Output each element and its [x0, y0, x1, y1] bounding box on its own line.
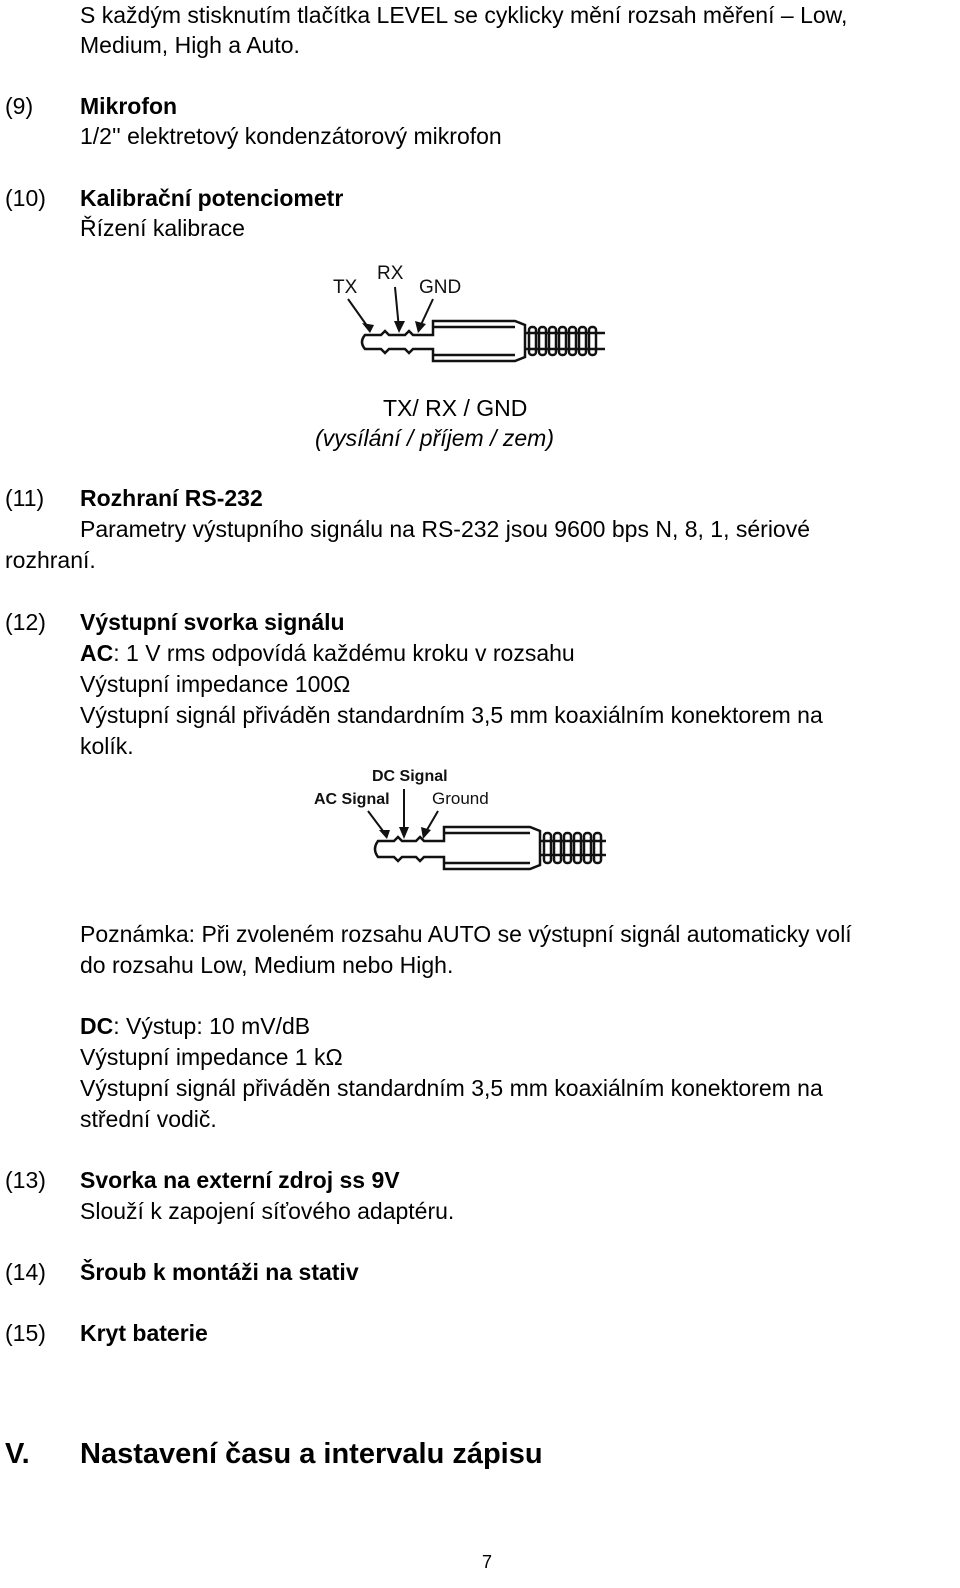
item-12-text-3: kolík. — [80, 733, 134, 759]
item-12-number: (12) — [5, 609, 46, 635]
item-13-title: Svorka na externí zdroj ss 9V — [80, 1167, 400, 1193]
label-ac-signal: AC Signal — [314, 791, 390, 808]
label-ground: Ground — [432, 789, 489, 808]
item-11-number: (11) — [5, 485, 45, 511]
dc-impedance: Výstupní impedance 1 kΩ — [80, 1044, 343, 1070]
cable-strain-relief — [525, 327, 605, 355]
item-12-title: Výstupní svorka signálu — [80, 609, 345, 635]
item-10-text: Řízení kalibrace — [80, 215, 245, 241]
item-14-number: (14) — [5, 1259, 46, 1285]
item-13-number: (13) — [5, 1167, 46, 1193]
section-number: V. — [5, 1438, 30, 1470]
signal-cable-strain-relief — [540, 833, 606, 863]
item-14-title: Šroub k montáži na stativ — [80, 1259, 359, 1285]
label-rx: RX — [377, 263, 404, 284]
note-line-2: do rozsahu Low, Medium nebo High. — [80, 952, 454, 978]
dc-output-line — [80, 1011, 310, 1042]
dc-signal-text: Výstupní signál přiváděn standardním 3,5 mm koaxiálním konektorem na — [80, 1075, 823, 1101]
label-dc-signal: DC Signal — [372, 768, 448, 785]
plug-outline — [362, 321, 525, 361]
page-number: 7 — [482, 1552, 493, 1572]
item-12-ac-line — [80, 638, 575, 669]
item-15-title: Kryt baterie — [80, 1320, 208, 1346]
jack-connector-diagram-signal — [310, 763, 640, 888]
arrow-heads — [362, 321, 426, 333]
ac-label: AC — [80, 640, 114, 666]
item-11-title: Rozhraní RS-232 — [80, 485, 263, 511]
item-11-text-2: rozhraní. — [5, 547, 96, 573]
item-15-number: (15) — [5, 1320, 46, 1346]
item-11-text-1: Parametry výstupního signálu na RS-232 jsou 9600 bps N, 8, 1, sériové — [80, 516, 811, 542]
figure-1-subcaption: (vysílání / příjem / zem) — [315, 425, 554, 451]
item-12-text-2: Výstupní signál přiváděn standardním 3,5 mm koaxiálním konektorem na — [80, 702, 823, 728]
intro-line-2: Medium, High a Auto. — [80, 32, 300, 58]
item-10-number: (10) — [5, 185, 46, 211]
item-9-text: 1/2'' elektretový kondenzátorový mikrofon — [80, 123, 502, 149]
signal-arrow-heads — [379, 827, 431, 839]
item-13-text: Slouží k zapojení síťového adaptéru. — [80, 1198, 455, 1224]
dc-text: : Výstup: 10 mV/dB — [113, 1013, 311, 1039]
section-title: Nastavení času a intervalu zápisu — [80, 1438, 543, 1470]
item-10-title: Kalibrační potenciometr — [80, 185, 344, 211]
item-9-number: (9) — [5, 93, 34, 119]
note-line-1: Poznámka: Při zvoleném rozsahu AUTO se výstupní signál automaticky volí — [80, 921, 852, 947]
item-9-title: Mikrofon — [80, 93, 178, 119]
label-gnd: GND — [419, 277, 462, 298]
dc-signal-text-2: střední vodič. — [80, 1106, 217, 1132]
intro-line-1: S každým stisknutím tlačítka LEVEL se cyklicky mění rozsah měření – Low, — [80, 2, 848, 28]
figure-1-caption: TX/ RX / GND — [383, 395, 528, 421]
ac-text: : 1 V rms odpovídá každému kroku v rozsahu — [113, 640, 575, 666]
item-12-text-1: Výstupní impedance 100Ω — [80, 671, 351, 697]
label-tx: TX — [333, 277, 358, 298]
signal-plug-outline — [375, 827, 540, 869]
jack-connector-diagram-txrxgnd — [315, 255, 615, 375]
dc-label: DC — [80, 1013, 114, 1039]
